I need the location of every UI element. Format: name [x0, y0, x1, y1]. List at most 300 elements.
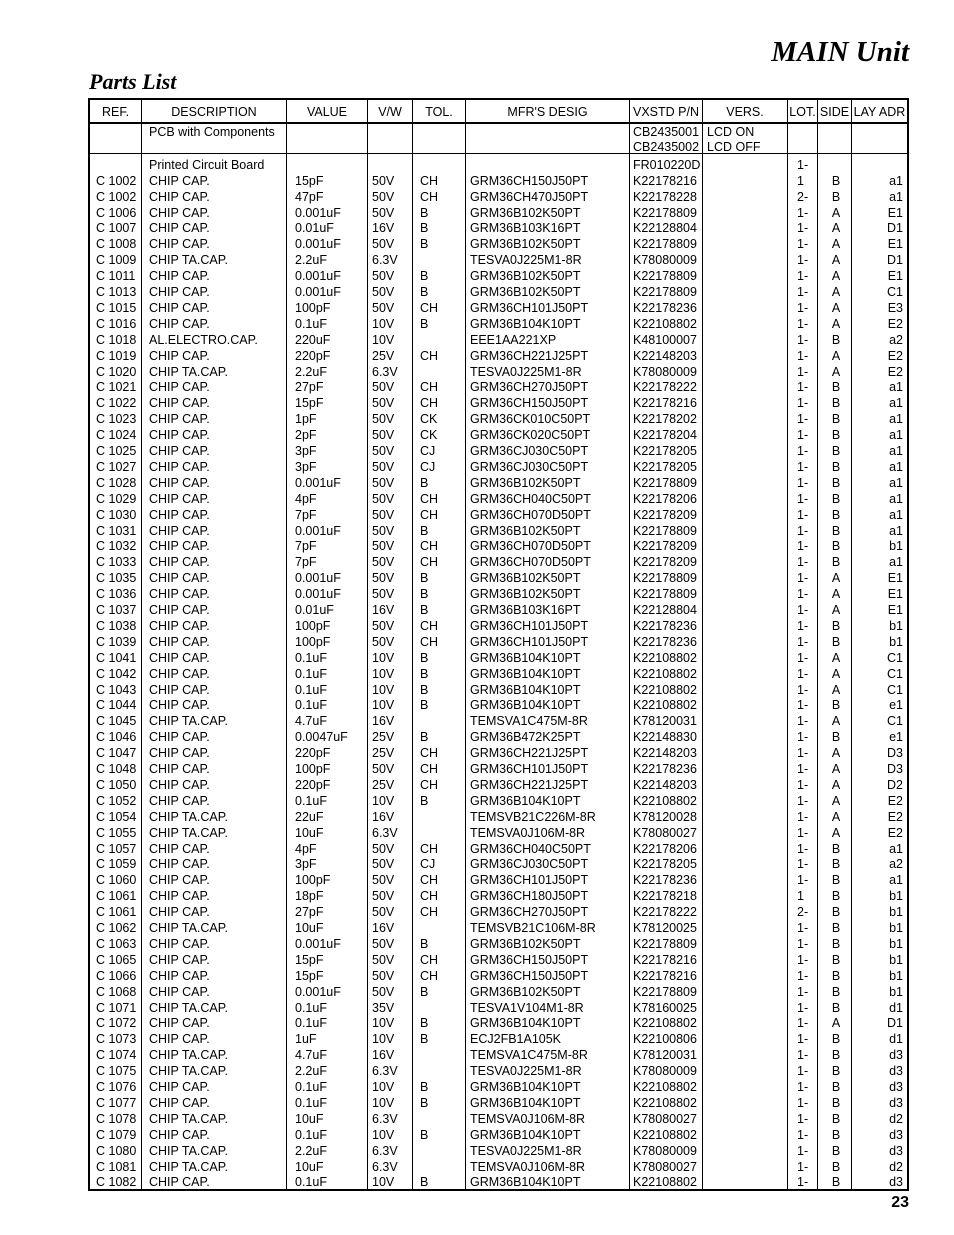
cell-mfr-desig: GRM36CH070D50PT: [470, 539, 591, 554]
cell-ref: C 1039: [96, 634, 137, 649]
cell-vxstd-pn: K78120025: [633, 921, 697, 935]
table-row: [90, 443, 907, 459]
cell-ref: C 1009: [96, 253, 137, 268]
cell-mfr-desig: TEMSVA0J106M-8R: [470, 1159, 586, 1174]
cell-lay-adr: d2: [889, 1159, 903, 1174]
cell-description: CHIP CAP.: [149, 1095, 210, 1110]
cell-side: B: [831, 539, 841, 554]
cell-ref: C 1080: [96, 1143, 137, 1158]
cell-lot: 1-: [797, 793, 809, 808]
cell-ref: C 1044: [96, 698, 137, 713]
cell-tol: B: [420, 936, 429, 951]
cell-vxstd-pn: K22108802: [633, 1016, 697, 1031]
cell-value: 15pF: [295, 952, 324, 967]
cell-lot: 1-: [797, 1032, 809, 1047]
cell-ref: C 1011: [96, 269, 136, 284]
cell-description: CHIP CAP.: [149, 603, 210, 617]
cell-lay-adr: E1: [887, 571, 903, 586]
cell-description: CHIP TA.CAP.: [149, 714, 228, 729]
cell-value: 0.001uF: [295, 571, 341, 586]
cell-ref: C 1028: [96, 475, 137, 490]
cell-side: B: [831, 1127, 841, 1142]
cell-description: CHIP CAP.: [149, 396, 210, 411]
cell-mfr-desig: TESVA1V104M1-8R: [470, 1000, 584, 1015]
cell-description: CHIP TA.CAP.: [149, 253, 228, 268]
table-row: [90, 379, 907, 395]
cell-mfr-desig: TEMSVA0J106M-8R: [470, 825, 586, 840]
cell-side: B: [831, 189, 841, 204]
cell-mfr-desig: GRM36B102K50PT: [470, 237, 581, 252]
cell-mfr-desig: GRM36B104K10PT: [470, 650, 581, 665]
cell-lot: 1-: [797, 857, 809, 872]
cell-description: CHIP CAP.: [149, 841, 210, 856]
cell-side: A: [831, 1016, 841, 1031]
table-row: [90, 713, 907, 729]
cell-vxstd-pn: K22148203: [633, 348, 697, 363]
cell-lot: 1-: [797, 825, 809, 840]
cell-tol: CH: [420, 905, 439, 920]
cell-side: B: [831, 428, 841, 443]
cell-vxstd-pn: K22108802: [633, 316, 697, 331]
cell-tol: B: [420, 237, 429, 252]
column-header-value: VALUE: [306, 105, 348, 119]
cell-vxstd-pn: K22178206: [633, 841, 697, 856]
cell-vxstd-pn: K22108802: [633, 666, 697, 681]
cell-mfr-desig: GRM36B102K50PT: [470, 269, 581, 284]
cell-mfr-desig: GRM36CH470J50PT: [470, 189, 589, 204]
cell-vw: 25V: [372, 746, 395, 761]
cell-description: CHIP CAP.: [149, 1032, 210, 1047]
table-row: [90, 1000, 907, 1016]
cell-lot: 1-: [797, 348, 809, 363]
cell-vw: 50V: [372, 968, 395, 983]
cell-vw: 50V: [372, 173, 395, 188]
cell-value: 0.1uF: [295, 316, 327, 331]
cell-vxstd-pn: K22178216: [633, 173, 697, 188]
column-header-vers: VERS.: [726, 105, 764, 119]
cell-mfr-desig: GRM36CH221J25PT: [470, 746, 589, 761]
cell-mfr-desig: GRM36CH101J50PT: [470, 873, 589, 888]
cell-side: B: [831, 523, 841, 538]
cell-value: 3pF: [295, 459, 317, 474]
cell-lot: 1-: [797, 571, 809, 586]
table-row: [90, 729, 907, 745]
cell-lot: 1-: [797, 491, 809, 506]
cell-lay-adr: b1: [889, 539, 903, 554]
cell-mfr-desig: GRM36CH101J50PT: [470, 634, 589, 649]
cell-side: A: [831, 316, 841, 331]
cell-side: A: [831, 587, 841, 602]
cell-description: CHIP CAP.: [149, 539, 210, 554]
cell-lay-adr: d3: [889, 1143, 903, 1158]
cell-description: CHIP CAP.: [149, 730, 210, 745]
cell-tol: B: [420, 475, 429, 490]
cell-vw: 50V: [372, 905, 395, 920]
cell-ref: C 1060: [96, 873, 137, 888]
cell-description: CHIP CAP.: [149, 777, 210, 792]
cell-lot: 1-: [797, 809, 809, 824]
cell-tol: CJ: [420, 444, 436, 458]
cell-lot: 1-: [797, 714, 809, 729]
cell-lot: 1-: [797, 1175, 809, 1190]
cell-value: 0.01uF: [295, 221, 334, 236]
cell-vxstd-pn: K22108802: [633, 1095, 697, 1110]
column-header-mfr-desig: MFR'S DESIG: [507, 105, 588, 119]
cell-vw: 6.3V: [372, 1159, 398, 1174]
cell-vw: 50V: [372, 412, 395, 427]
cell-side: B: [831, 889, 841, 904]
page-title: MAIN Unit: [771, 36, 909, 68]
cell-vxstd-pn: K22108802: [633, 650, 697, 665]
cell-vw: 25V: [372, 730, 395, 745]
cell-ref: C 1007: [96, 221, 137, 236]
cell-vxstd-pn: K22108802: [633, 793, 697, 808]
cell-side: A: [831, 682, 841, 697]
cell-value: 0.1uF: [295, 1095, 327, 1110]
cell-side: B: [831, 873, 841, 888]
cell-side: B: [831, 444, 841, 458]
cell-value: 7pF: [295, 507, 317, 522]
cell-tol: CH: [420, 491, 439, 506]
cell-lot: 1-: [797, 746, 809, 761]
cell-description: CHIP CAP.: [149, 762, 210, 776]
cell-lot: 2-: [797, 189, 809, 204]
table-row: [90, 1047, 907, 1063]
cell-lot: 2-: [797, 905, 809, 920]
cell-side: A: [831, 809, 841, 824]
cell-lot: 1-: [797, 459, 809, 474]
cell-mfr-desig: GRM36B102K50PT: [470, 523, 581, 538]
cell-description: CHIP CAP.: [149, 698, 210, 713]
cell-lot: 1-: [797, 221, 809, 236]
cell-lay-adr: b1: [889, 905, 903, 920]
cell-vxstd-pn: K22178809: [633, 523, 697, 538]
cell-mfr-desig: EEE1AA221XP: [470, 332, 557, 347]
cell-lay-adr: d1: [889, 1032, 903, 1047]
cell-mfr-desig: GRM36CH150J50PT: [470, 173, 589, 188]
cell-lot: 1-: [797, 841, 809, 856]
cell-vxstd-pn: K22178809: [633, 237, 697, 252]
cell-side: B: [831, 173, 841, 188]
cell-vxstd-pn: K22128804: [633, 221, 697, 236]
cell-ref: C 1066: [96, 968, 137, 983]
table-row: [90, 682, 907, 698]
cell-side: B: [831, 1080, 841, 1094]
cell-value: 0.001uF: [295, 285, 341, 299]
cell-lay-adr: E3: [887, 300, 903, 315]
table-row: [90, 809, 907, 825]
cell-value: 100pF: [295, 873, 331, 888]
cell-value: 220uF: [295, 332, 331, 347]
cell-vw: 16V: [372, 714, 395, 729]
cell-vxstd-pn: K22128804: [633, 603, 697, 617]
cell-ref: C 1023: [96, 412, 137, 427]
cell-vxstd-pn: FR010220D: [633, 157, 701, 172]
cell-description: CHIP CAP.: [149, 269, 210, 284]
cell-vxstd-pn: K22178236: [633, 634, 697, 649]
cell-vxstd-pn: K22148203: [633, 746, 697, 761]
cell-vw: 50V: [372, 396, 395, 411]
cell-description: CHIP CAP.: [149, 571, 210, 586]
cell-vw: 50V: [372, 555, 395, 570]
cell-mfr-desig: GRM36CH150J50PT: [470, 396, 589, 411]
cell-value: 0.0047uF: [295, 730, 348, 745]
cell-lay-adr: a1: [889, 491, 903, 506]
cell-lot: 1-: [797, 285, 809, 299]
cell-vw: 10V: [372, 650, 395, 665]
cell-description: CHIP CAP.: [149, 1127, 210, 1142]
table-row: [90, 872, 907, 888]
cell-tol: CH: [420, 300, 439, 315]
cell-lot: 1-: [797, 1016, 809, 1031]
cell-lay-adr: d3: [889, 1127, 903, 1142]
cell-vw: 50V: [372, 539, 395, 554]
table-row: [90, 268, 907, 284]
cell-tol: CH: [420, 380, 439, 395]
table-row: [90, 1174, 907, 1190]
cell-lay-adr: E1: [887, 587, 903, 602]
cell-ref: C 1027: [96, 459, 137, 474]
cell-mfr-desig: GRM36CH150J50PT: [470, 952, 589, 967]
cell-value: 22uF: [295, 809, 324, 824]
table-row: [90, 586, 907, 602]
cell-lot: 1-: [797, 380, 809, 395]
table-row: [90, 745, 907, 761]
cell-value: 0.1uF: [295, 1016, 327, 1031]
cell-lot: 1-: [797, 650, 809, 665]
cell-lay-adr: C1: [887, 714, 903, 729]
table-row: [90, 634, 907, 650]
cell-value: 27pF: [295, 380, 324, 395]
cell-description: CHIP TA.CAP.: [149, 921, 228, 935]
cell-vxstd-pn: K78080009: [633, 1143, 697, 1158]
cell-vw: 10V: [372, 793, 395, 808]
cell-vw: 10V: [372, 682, 395, 697]
cell-side: A: [831, 253, 841, 268]
cell-ref: C 1059: [96, 857, 137, 872]
cell-vxstd-pn: K22108802: [633, 1080, 697, 1094]
cell-ref: C 1050: [96, 777, 137, 792]
cell-description: CHIP CAP.: [149, 380, 210, 395]
cell-ref: C 1013: [96, 285, 137, 299]
cell-tol: CH: [420, 189, 439, 204]
cell-side: B: [831, 952, 841, 967]
cell-ref: C 1032: [96, 539, 137, 554]
cell-mfr-desig: TEMSVA1C475M-8R: [470, 714, 588, 729]
cell-lot: 1-: [797, 762, 809, 776]
cell-vw: 50V: [372, 428, 395, 443]
cell-ref: C 1006: [96, 205, 137, 220]
cell-side: B: [831, 475, 841, 490]
cell-mfr-desig: GRM36B104K10PT: [470, 698, 581, 713]
cell-description: CHIP CAP.: [149, 475, 210, 490]
cell-vw: 10V: [372, 1095, 395, 1110]
cell-vxstd-pn: K22178809: [633, 205, 697, 220]
cell-ref: C 1018: [96, 332, 137, 347]
cell-ref: C 1020: [96, 364, 137, 379]
table-row: [90, 697, 907, 713]
cell-value: 0.001uF: [295, 205, 341, 220]
cell-description: Printed Circuit Board: [149, 157, 265, 172]
cell-vxstd-pn: K22178202: [633, 412, 697, 427]
cell-description: CHIP CAP.: [149, 555, 210, 570]
cell-value: 0.1uF: [295, 1080, 327, 1094]
cell-lot: 1-: [797, 1048, 809, 1063]
cell-mfr-desig: GRM36CJ030C50PT: [470, 444, 589, 458]
cell-vxstd-pn: K78080027: [633, 1159, 697, 1174]
cell-tol: CH: [420, 555, 439, 570]
cell-lay-adr: d2: [889, 1111, 903, 1126]
cell-mfr-desig: GRM36B102K50PT: [470, 587, 581, 602]
cell-description: CHIP CAP.: [149, 666, 210, 681]
cell-value: 4.7uF: [295, 1048, 327, 1063]
cell-vxstd-pn: K22178809: [633, 587, 697, 602]
cell-lay-adr: a2: [889, 332, 903, 347]
cell-mfr-desig: GRM36B104K10PT: [470, 793, 581, 808]
cell-value: 0.1uF: [295, 1000, 327, 1015]
cell-vw: 50V: [372, 873, 395, 888]
cell-lot: 1-: [797, 316, 809, 331]
cell-value: 0.01uF: [295, 603, 334, 617]
cell-vw: 16V: [372, 809, 395, 824]
cell-vw: 50V: [372, 491, 395, 506]
cell-value: 15pF: [295, 396, 324, 411]
cell-lay-adr: E2: [887, 793, 903, 808]
section-title: Parts List: [89, 69, 177, 94]
cell-vxstd-pn: K22178809: [633, 936, 697, 951]
cell-tol: CH: [420, 873, 439, 888]
cell-side: B: [831, 730, 841, 745]
cell-value: 0.001uF: [295, 587, 341, 602]
cell-lay-adr: E2: [887, 316, 903, 331]
cell-vxstd-pn: K22108802: [633, 1127, 697, 1142]
cell-ref: C 1062: [96, 921, 137, 935]
cell-description: CHIP CAP.: [149, 285, 210, 299]
cell-vw: 50V: [372, 475, 395, 490]
cell-lay-adr: d3: [889, 1095, 903, 1110]
cell-lot: 1-: [797, 921, 809, 935]
column-header-side: SIDE: [819, 105, 850, 119]
column-header-vw: V/W: [378, 105, 402, 119]
cell-mfr-desig: GRM36B102K50PT: [470, 285, 581, 299]
table-row: [90, 1079, 907, 1095]
cell-mfr-desig: GRM36CH040C50PT: [470, 491, 591, 506]
cell-ref: C 1035: [96, 571, 137, 586]
cell-mfr-desig: GRM36CH070D50PT: [470, 507, 591, 522]
column-header-lay-adr: LAY ADR: [853, 105, 906, 119]
cell-side: B: [831, 396, 841, 411]
cell-description: CHIP TA.CAP.: [149, 1064, 228, 1079]
cell-ref: C 1016: [96, 316, 137, 331]
cell-side: B: [831, 507, 841, 522]
cell-ref: C 1057: [96, 841, 137, 856]
cell-vxstd-pn: K22178236: [633, 762, 697, 776]
cell-tol: B: [420, 1127, 429, 1142]
cell-ref: C 1025: [96, 444, 137, 458]
cell-lay-adr: b1: [889, 889, 903, 904]
cell-tol: CH: [420, 841, 439, 856]
cell-ref: C 1054: [96, 809, 137, 824]
cell-tol: B: [420, 793, 429, 808]
cell-tol: B: [420, 1095, 429, 1110]
cell-tol: CH: [420, 889, 439, 904]
cell-description: CHIP CAP.: [149, 952, 210, 967]
cell-lay-adr: e1: [889, 698, 903, 713]
cell-vxstd-pn: K22178809: [633, 571, 697, 586]
cell-lot: 1-: [797, 1111, 809, 1126]
cell-side: A: [831, 237, 841, 252]
cell-vxstd-pn: K22178809: [633, 475, 697, 490]
cell-value: 100pF: [295, 618, 331, 633]
cell-vxstd-pn: K78120031: [633, 1048, 697, 1063]
cell-description: CHIP CAP.: [149, 491, 210, 506]
cell-mfr-desig: GRM36B102K50PT: [470, 205, 581, 220]
table-row: [90, 284, 907, 300]
cell-ref: C 1047: [96, 746, 137, 761]
cell-vxstd-pn: K22178216: [633, 396, 697, 411]
cell-ref: C 1037: [96, 603, 137, 617]
cell-value: 3pF: [295, 857, 317, 872]
cell-side: B: [831, 1143, 841, 1158]
cell-ref: C 1055: [96, 825, 137, 840]
cell-vw: 16V: [372, 221, 395, 236]
cell-description: PCB with Components: [149, 124, 275, 139]
cell-mfr-desig: TEMSVA0J106M-8R: [470, 1111, 586, 1126]
cell-mfr-desig: GRM36B104K10PT: [470, 682, 581, 697]
cell-ref: C 1043: [96, 682, 137, 697]
cell-tol: B: [420, 603, 429, 617]
cell-value: 2.2uF: [295, 1064, 327, 1079]
cell-lot: 1-: [797, 873, 809, 888]
cell-lot: 1: [797, 889, 804, 904]
cell-lay-adr: b1: [889, 936, 903, 951]
cell-vw: 50V: [372, 952, 395, 967]
cell-lay-adr: E2: [887, 825, 903, 840]
cell-side: A: [831, 793, 841, 808]
cell-value: 15pF: [295, 173, 324, 188]
cell-lay-adr: a2: [889, 857, 903, 872]
table-row: [90, 650, 907, 666]
cell-ref: C 1002: [96, 173, 137, 188]
cell-side: B: [831, 412, 841, 427]
cell-mfr-desig: GRM36B104K10PT: [470, 1080, 581, 1094]
table-row: [90, 475, 907, 491]
cell-ref: C 1065: [96, 952, 137, 967]
cell-description: CHIP TA.CAP.: [149, 809, 228, 824]
parts-table: [88, 98, 909, 1191]
cell-tol: CH: [420, 539, 439, 554]
cell-lay-adr: a1: [889, 475, 903, 490]
cell-ref: C 1061: [96, 889, 137, 904]
cell-ref: C 1078: [96, 1111, 137, 1126]
cell-value: 2.2uF: [295, 253, 327, 268]
table-row: [90, 364, 907, 380]
cell-vw: 50V: [372, 634, 395, 649]
cell-lay-adr: a1: [889, 523, 903, 538]
cell-description: CHIP CAP.: [149, 189, 210, 204]
cell-vxstd-pn: K22148203: [633, 777, 697, 792]
cell-lay-adr: b1: [889, 968, 903, 983]
cell-mfr-desig: GRM36B102K50PT: [470, 936, 581, 951]
cell-tol: B: [420, 698, 429, 713]
cell-side: B: [831, 332, 841, 347]
cell-lay-adr: d3: [889, 1175, 903, 1190]
cell-tol: CH: [420, 507, 439, 522]
cell-lay-adr: a1: [889, 380, 903, 395]
cell-description: CHIP CAP.: [149, 316, 210, 331]
cell-tol: B: [420, 1080, 429, 1094]
cell-vxstd-pn: K22178236: [633, 873, 697, 888]
